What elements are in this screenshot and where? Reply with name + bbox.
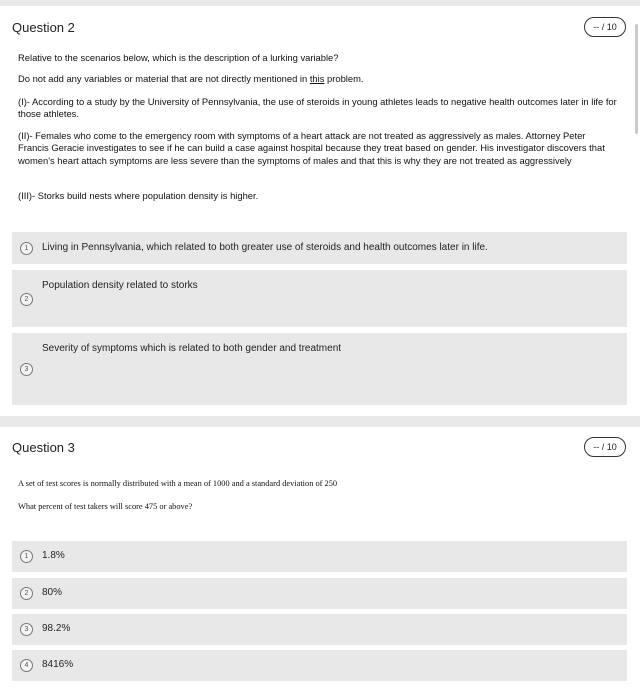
option-text: Living in Pennsylvania, which related to both greater use of steroids and health outcomes later in life.	[42, 242, 488, 253]
instruction-text-end: problem.	[324, 73, 364, 84]
question-2-instruction	[18, 73, 618, 85]
question-3-line-1: A set of test scores is normally distributed with a mean of 1000 and a standard deviation of 250	[18, 479, 338, 488]
instruction-link[interactable]: this	[309, 73, 325, 84]
question-3-card	[0, 427, 640, 700]
scrollbar[interactable]	[635, 24, 638, 134]
question-3-line-2: What percent of test takers will score 475 or above?	[18, 502, 193, 511]
option-text: 8416%	[42, 659, 74, 670]
instruction-text-start: Do not add any variables or material that are not directly mentioned in	[18, 73, 310, 84]
option-number-badge: 1	[20, 550, 33, 563]
option-text: Severity of symptoms which is related to both gender and treatment	[42, 343, 342, 354]
option-number-badge: 3	[20, 623, 33, 636]
answer-option-1[interactable]	[12, 541, 627, 572]
answer-option-1[interactable]	[12, 232, 627, 264]
option-number-badge: 2	[20, 587, 33, 600]
answer-option-3[interactable]	[12, 614, 627, 645]
question-2-card	[0, 6, 640, 416]
scenario-2: (II)- Females who come to the emergency room with symptoms of a heart attack are not treated as aggressively as males. Attorney Peter Francis Geracie investigates to see if he can build a case against hospital because they treat based on gender. His investigator discovers that women's heart attach symptoms are less severe than the symptoms of males and that this is why they are not treated as aggressively	[18, 130, 605, 166]
option-number-badge: 1	[20, 242, 33, 255]
option-number-badge: 4	[20, 659, 33, 672]
scenario-3: (III)- Storks build nests where population density is higher.	[18, 190, 259, 201]
option-text: 1.8%	[42, 550, 65, 561]
option-number-badge: 3	[20, 363, 33, 376]
option-number-badge: 2	[20, 293, 33, 306]
answer-option-4[interactable]	[12, 650, 627, 681]
question-2-prompt: Relative to the scenarios below, which is the description of a lurking variable?	[18, 52, 339, 63]
answer-option-2[interactable]	[12, 270, 627, 327]
option-text: Population density related to storks	[42, 280, 198, 291]
answer-option-2[interactable]	[12, 578, 627, 609]
option-text: 80%	[42, 587, 63, 598]
scenario-1: (I)- According to a study by the University of Pennsylvania, the use of steroids in young athletes leads to negative health outcomes later in life for those athletes.	[18, 96, 617, 120]
question-2-title: Question 2	[12, 20, 75, 35]
question-3-title: Question 3	[12, 440, 75, 455]
question-2-score-badge: -- / 10	[584, 17, 626, 37]
answer-option-3[interactable]	[12, 333, 627, 405]
question-3-score-badge: -- / 10	[584, 437, 626, 457]
option-text: 98.2%	[42, 623, 71, 634]
